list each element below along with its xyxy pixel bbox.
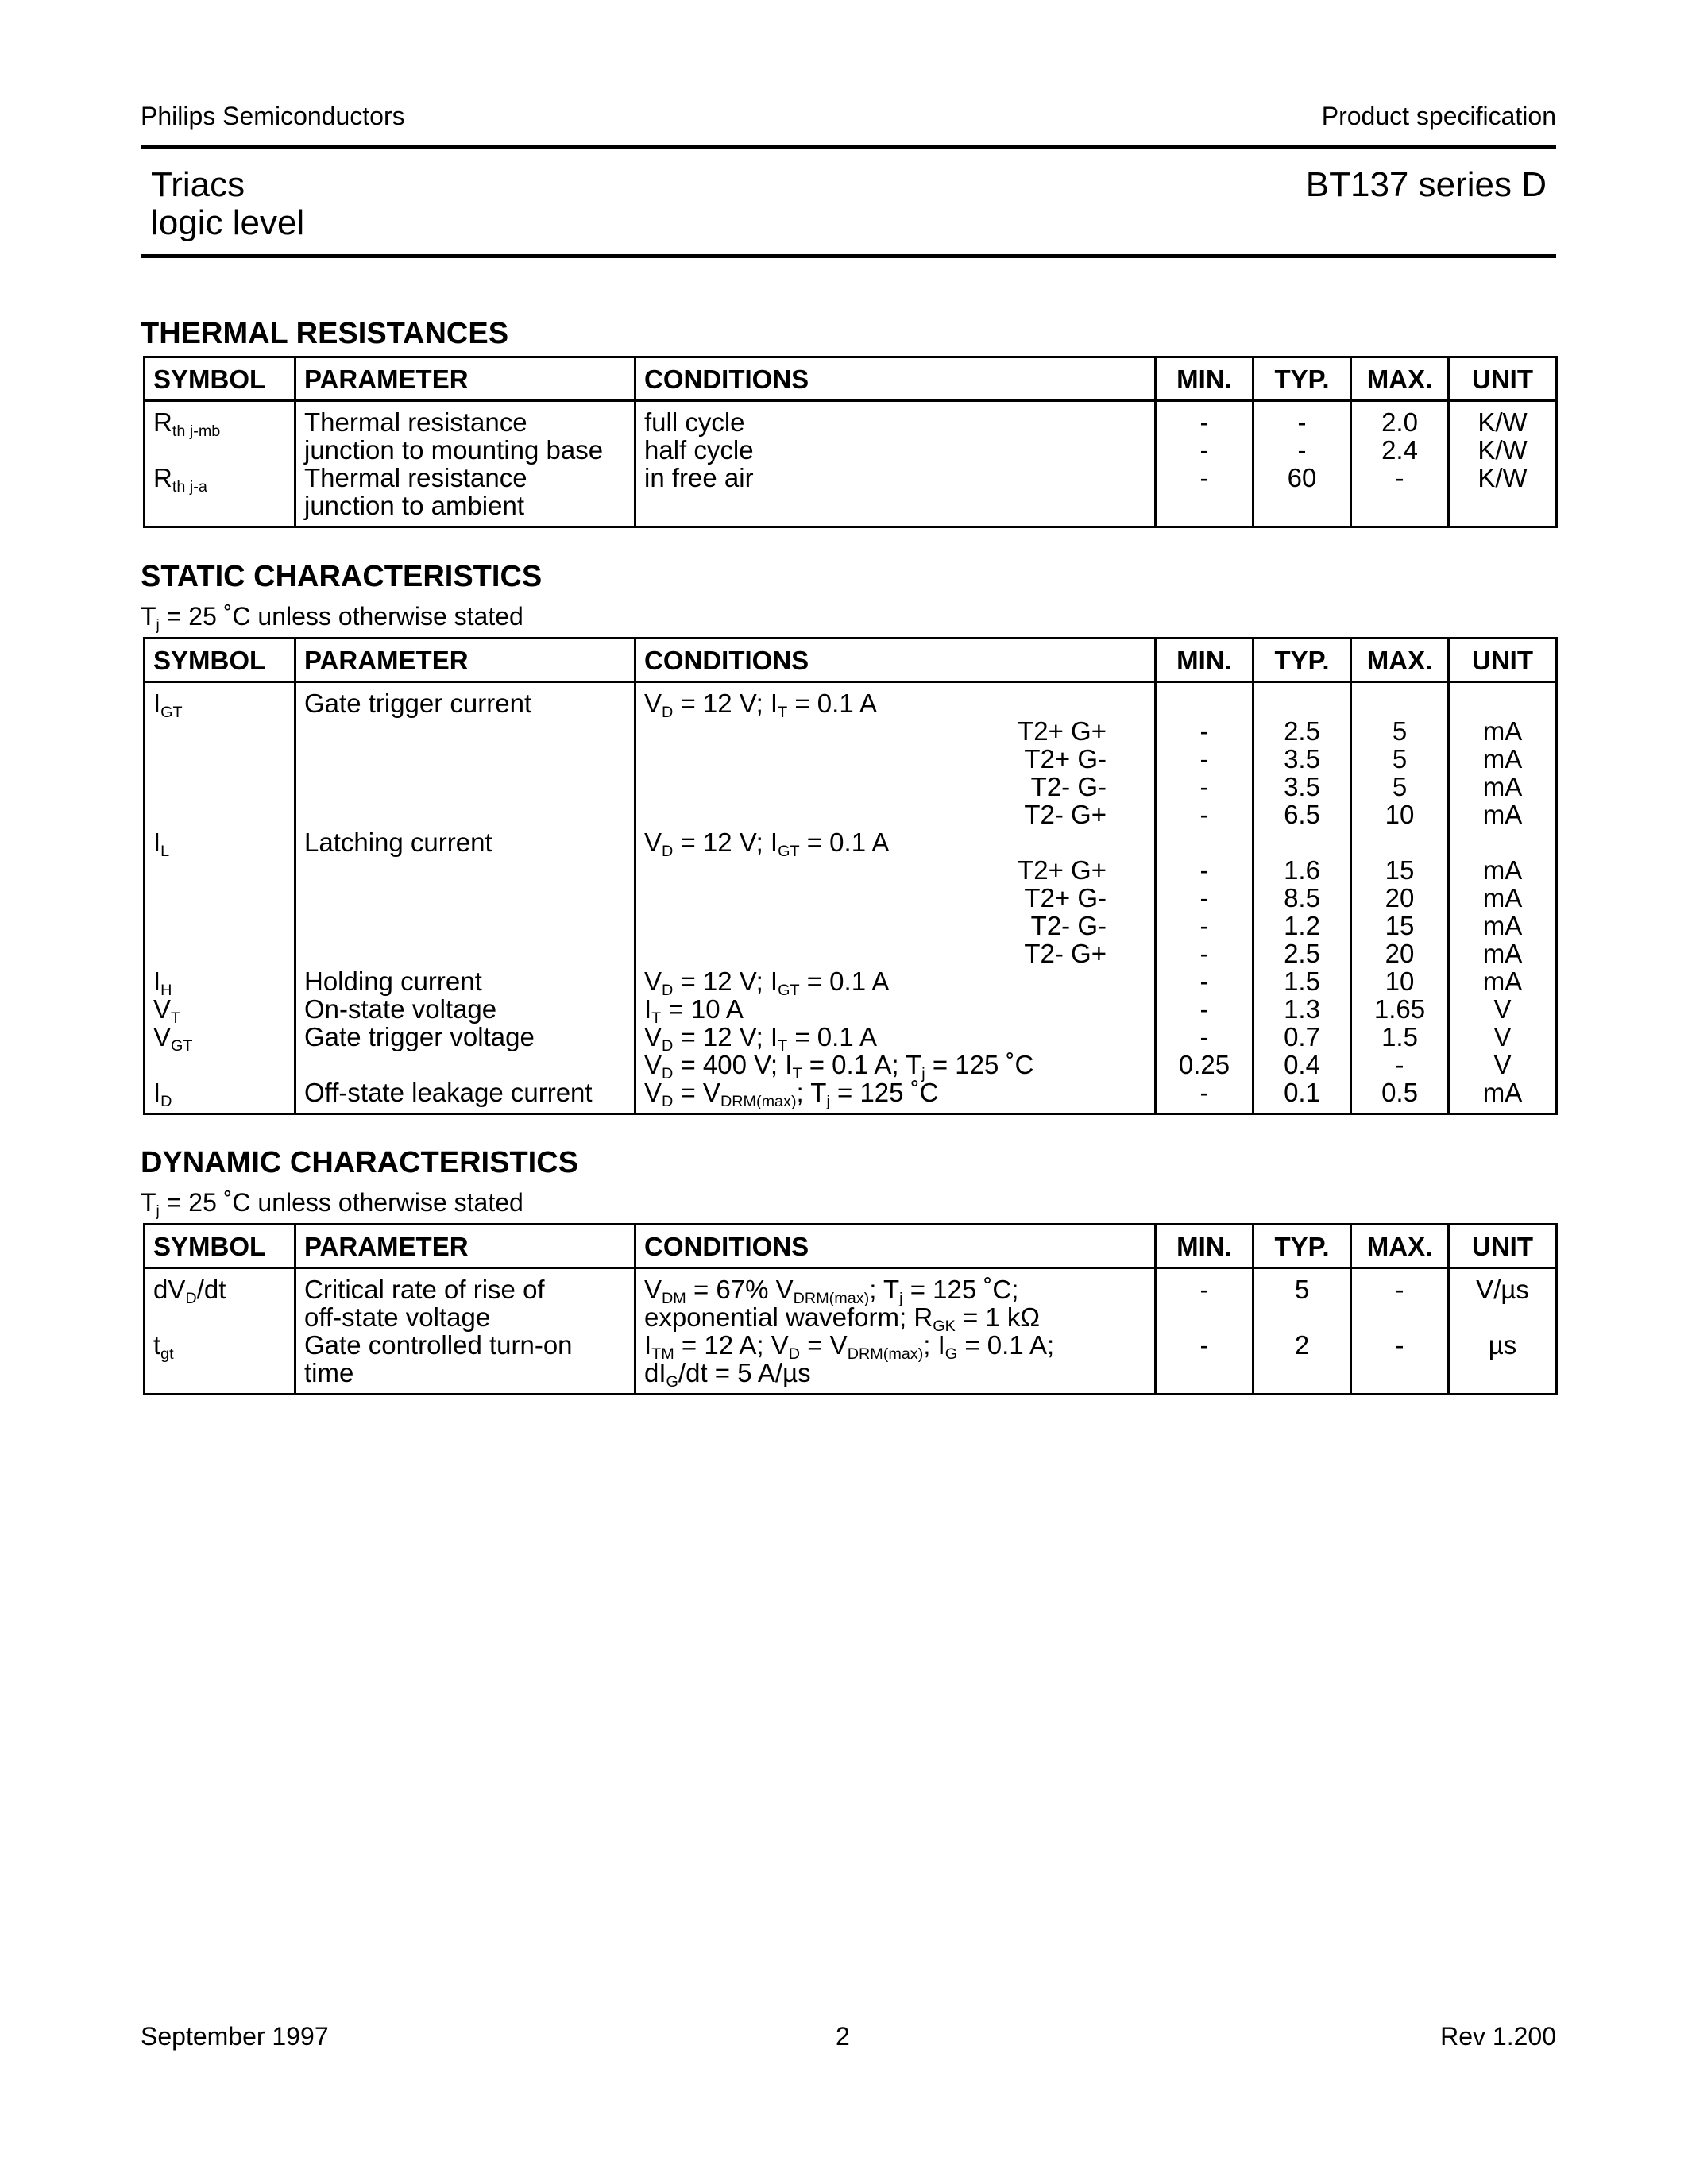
static-note: $T_j = 25$ ˚C unless otherwise stated xyxy=(141,602,523,634)
symbol-cell: $I_L$ xyxy=(145,828,295,856)
col-symbol: SYMBOL xyxy=(145,357,295,401)
min-cell: - xyxy=(1156,967,1253,995)
col-unit: UNIT xyxy=(1449,357,1557,401)
conditions-cell: in free air xyxy=(635,464,1156,492)
unit-cell: mA xyxy=(1449,717,1557,745)
typ-cell: 0.4 xyxy=(1253,1051,1351,1078)
min-cell: - xyxy=(1156,745,1253,773)
max-cell: 5 xyxy=(1351,745,1449,773)
polarity-cell: T2- G- xyxy=(635,773,1156,801)
unit-cell: V xyxy=(1449,1023,1557,1051)
static-table xyxy=(143,637,1558,1115)
table-row xyxy=(145,1051,1557,1078)
symbol-cell: $V_T$ xyxy=(145,995,295,1023)
table-row xyxy=(145,1268,1557,1304)
max-cell: 1.5 xyxy=(1351,1023,1449,1051)
col-conditions: CONDITIONS xyxy=(635,357,1156,401)
parameter-cell: Latching current xyxy=(295,828,635,856)
unit-cell: K/W xyxy=(1449,401,1557,437)
parameter-cell: Thermal resistance xyxy=(295,464,635,492)
typ-cell: 3.5 xyxy=(1253,745,1351,773)
table-row xyxy=(145,995,1557,1023)
col-typ: TYP. xyxy=(1253,639,1351,682)
parameter-cell: Gate trigger current xyxy=(295,682,635,718)
dynamic-title: DYNAMIC CHARACTERISTICS xyxy=(141,1146,578,1179)
unit-cell: mA xyxy=(1449,745,1557,773)
col-min: MIN. xyxy=(1156,1225,1253,1268)
max-cell: 2.0 xyxy=(1351,401,1449,437)
col-conditions: CONDITIONS xyxy=(635,1225,1156,1268)
parameter-cell: time xyxy=(295,1359,635,1395)
conditions-cell: $V_D = 12$ V; $I_{GT} = 0.1$ A xyxy=(635,967,1156,995)
symbol-cell xyxy=(145,436,295,464)
typ-cell: 1.6 xyxy=(1253,856,1351,884)
conditions-cell: half cycle xyxy=(635,436,1156,464)
static-title: STATIC CHARACTERISTICS xyxy=(141,560,543,593)
max-cell: 5 xyxy=(1351,773,1449,801)
max-cell: 2.4 xyxy=(1351,436,1449,464)
max-cell: 15 xyxy=(1351,912,1449,940)
max-cell: 1.65 xyxy=(1351,995,1449,1023)
max-cell: 20 xyxy=(1351,884,1449,912)
parameter-cell: Critical rate of rise of xyxy=(295,1268,635,1304)
conditions-cell: $V_D = 12$ V; $I_{GT} = 0.1$ A xyxy=(635,828,1156,856)
col-typ: TYP. xyxy=(1253,1225,1351,1268)
col-max: MAX. xyxy=(1351,1225,1449,1268)
polarity-cell: T2- G+ xyxy=(635,940,1156,967)
min-cell: - xyxy=(1156,1078,1253,1114)
unit-cell: mA xyxy=(1449,773,1557,801)
unit-cell: V xyxy=(1449,995,1557,1023)
unit-cell: mA xyxy=(1449,856,1557,884)
col-parameter: PARAMETER xyxy=(295,1225,635,1268)
table-row xyxy=(145,401,1557,437)
thermal-table xyxy=(143,356,1558,528)
title-line-2: logic level xyxy=(151,203,305,242)
typ-cell: 0.7 xyxy=(1253,1023,1351,1051)
typ-cell: 2.5 xyxy=(1253,717,1351,745)
col-symbol: SYMBOL xyxy=(145,1225,295,1268)
unit-cell: µs xyxy=(1449,1331,1557,1359)
unit-cell: mA xyxy=(1449,940,1557,967)
col-typ: TYP. xyxy=(1253,357,1351,401)
min-cell: - xyxy=(1156,801,1253,828)
conditions-cell: $I_{TM} = 12$ A; $V_D = V_{DRM(max)}$; $I_G = 0.1$ A; xyxy=(635,1331,1156,1359)
col-symbol: SYMBOL xyxy=(145,639,295,682)
typ-cell: 6.5 xyxy=(1253,801,1351,828)
table-row xyxy=(145,912,1557,940)
header-rule xyxy=(141,145,1556,149)
title-rule xyxy=(141,254,1556,258)
symbol-cell: $I_D$ xyxy=(145,1078,295,1114)
max-cell: 0.5 xyxy=(1351,1078,1449,1114)
unit-cell: mA xyxy=(1449,801,1557,828)
typ-cell: - xyxy=(1253,401,1351,437)
min-cell: - xyxy=(1156,401,1253,437)
symbol-cell: $R_{th j-a}$ xyxy=(145,464,295,492)
unit-cell: V/µs xyxy=(1449,1268,1557,1304)
min-cell: - xyxy=(1156,464,1253,492)
col-max: MAX. xyxy=(1351,639,1449,682)
polarity-cell: T2- G+ xyxy=(635,801,1156,828)
table-row xyxy=(145,1078,1557,1114)
typ-cell: - xyxy=(1253,436,1351,464)
min-cell: - xyxy=(1156,1023,1253,1051)
thermal-title: THERMAL RESISTANCES xyxy=(141,317,509,350)
col-unit: UNIT xyxy=(1449,1225,1557,1268)
symbol-cell: $V_{GT}$ xyxy=(145,1023,295,1051)
min-cell: - xyxy=(1156,436,1253,464)
parameter-cell: On-state voltage xyxy=(295,995,635,1023)
table-row xyxy=(145,1331,1557,1359)
max-cell: 10 xyxy=(1351,967,1449,995)
min-cell: - xyxy=(1156,884,1253,912)
parameter-cell: Gate controlled turn-on xyxy=(295,1331,635,1359)
unit-cell: K/W xyxy=(1449,436,1557,464)
typ-cell: 3.5 xyxy=(1253,773,1351,801)
table-row xyxy=(145,801,1557,828)
col-parameter: PARAMETER xyxy=(295,639,635,682)
col-min: MIN. xyxy=(1156,639,1253,682)
max-cell: - xyxy=(1351,1051,1449,1078)
polarity-cell: T2+ G- xyxy=(635,745,1156,773)
unit-cell: mA xyxy=(1449,884,1557,912)
unit-cell: mA xyxy=(1449,1078,1557,1114)
max-cell: 5 xyxy=(1351,717,1449,745)
max-cell: - xyxy=(1351,464,1449,492)
table-row xyxy=(145,745,1557,773)
polarity-cell: T2+ G+ xyxy=(635,856,1156,884)
table-row xyxy=(145,828,1557,856)
table-row xyxy=(145,884,1557,912)
col-conditions: CONDITIONS xyxy=(635,639,1156,682)
part-number: BT137 series D xyxy=(1305,165,1547,204)
typ-cell: 1.5 xyxy=(1253,967,1351,995)
table-row xyxy=(145,717,1557,745)
conditions-cell: $V_D = V_{DRM(max)}$; $T_j = 125$ ˚C xyxy=(635,1078,1156,1114)
parameter-cell: off-state voltage xyxy=(295,1303,635,1331)
company-name: Philips Semiconductors xyxy=(141,102,405,130)
table-row xyxy=(145,682,1557,718)
col-min: MIN. xyxy=(1156,357,1253,401)
min-cell: - xyxy=(1156,1331,1253,1359)
max-cell: 20 xyxy=(1351,940,1449,967)
min-cell xyxy=(1156,492,1253,527)
parameter-cell: junction to mounting base xyxy=(295,436,635,464)
table-row xyxy=(145,856,1557,884)
typ-cell: 1.3 xyxy=(1253,995,1351,1023)
conditions-cell: $dI_G/dt = 5$ A/µs xyxy=(635,1359,1156,1395)
symbol-cell xyxy=(145,492,295,527)
min-cell: - xyxy=(1156,912,1253,940)
conditions-cell: $V_{DM} = 67\%$ $V_{DRM(max)}$; $T_j = 125$ ˚C; xyxy=(635,1268,1156,1304)
unit-cell: V xyxy=(1449,1051,1557,1078)
min-cell: - xyxy=(1156,717,1253,745)
conditions-cell: full cycle xyxy=(635,401,1156,437)
table-row xyxy=(145,1023,1557,1051)
page-number: 2 xyxy=(836,2022,850,2051)
typ-cell: 5 xyxy=(1253,1268,1351,1304)
table-row xyxy=(145,492,1557,527)
parameter-cell: Holding current xyxy=(295,967,635,995)
document-type: Product specification xyxy=(1321,102,1556,130)
conditions-cell: exponential waveform; $R_{GK} = 1$ kΩ xyxy=(635,1303,1156,1331)
revision: Rev 1.200 xyxy=(1440,2022,1556,2051)
typ-cell: 2 xyxy=(1253,1331,1351,1359)
min-cell: - xyxy=(1156,995,1253,1023)
conditions-cell: $V_D = 12$ V; $I_T = 0.1$ A xyxy=(635,1023,1156,1051)
min-cell: 0.25 xyxy=(1156,1051,1253,1078)
table-row xyxy=(145,940,1557,967)
table-row xyxy=(145,1303,1557,1331)
symbol-cell: $R_{th j-mb}$ xyxy=(145,401,295,437)
typ-cell: 8.5 xyxy=(1253,884,1351,912)
typ-cell xyxy=(1253,492,1351,527)
typ-cell: 60 xyxy=(1253,464,1351,492)
table-row xyxy=(145,967,1557,995)
polarity-cell: T2+ G- xyxy=(635,884,1156,912)
max-cell: - xyxy=(1351,1268,1449,1304)
max-cell xyxy=(1351,492,1449,527)
table-row xyxy=(145,464,1557,492)
typ-cell: 2.5 xyxy=(1253,940,1351,967)
unit-cell: mA xyxy=(1449,967,1557,995)
min-cell: - xyxy=(1156,856,1253,884)
min-cell: - xyxy=(1156,1268,1253,1304)
conditions-cell: $I_T = 10$ A xyxy=(635,995,1156,1023)
unit-cell: K/W xyxy=(1449,464,1557,492)
table-row xyxy=(145,773,1557,801)
dynamic-note: $T_j = 25$ ˚C unless otherwise stated xyxy=(141,1188,523,1220)
max-cell: - xyxy=(1351,1331,1449,1359)
unit-cell: mA xyxy=(1449,912,1557,940)
max-cell: 15 xyxy=(1351,856,1449,884)
col-max: MAX. xyxy=(1351,357,1449,401)
parameter-cell: Off-state leakage current xyxy=(295,1078,635,1114)
polarity-cell: T2- G- xyxy=(635,912,1156,940)
typ-cell: 0.1 xyxy=(1253,1078,1351,1114)
conditions-cell xyxy=(635,492,1156,527)
conditions-cell: $V_D = 400$ V; $I_T = 0.1$ A; $T_j = 125$ ˚C xyxy=(635,1051,1156,1078)
conditions-cell: $V_D = 12$ V; $I_T = 0.1$ A xyxy=(635,682,1156,718)
symbol-cell: $t_{gt}$ xyxy=(145,1331,295,1359)
parameter-cell: Gate trigger voltage xyxy=(295,1023,635,1051)
col-parameter: PARAMETER xyxy=(295,357,635,401)
title-line-1: Triacs xyxy=(151,165,245,204)
polarity-cell: T2+ G+ xyxy=(635,717,1156,745)
dynamic-table xyxy=(143,1223,1558,1395)
col-unit: UNIT xyxy=(1449,639,1557,682)
table-row xyxy=(145,1359,1557,1395)
symbol-cell: $dV_D/dt$ xyxy=(145,1268,295,1304)
footer-date: September 1997 xyxy=(141,2022,329,2051)
parameter-cell: junction to ambient xyxy=(295,492,635,527)
parameter-cell: Thermal resistance xyxy=(295,401,635,437)
symbol-cell: $I_H$ xyxy=(145,967,295,995)
symbol-cell: $I_{GT}$ xyxy=(145,682,295,718)
unit-cell xyxy=(1449,492,1557,527)
typ-cell: 1.2 xyxy=(1253,912,1351,940)
min-cell: - xyxy=(1156,773,1253,801)
table-row xyxy=(145,436,1557,464)
min-cell: - xyxy=(1156,940,1253,967)
max-cell: 10 xyxy=(1351,801,1449,828)
